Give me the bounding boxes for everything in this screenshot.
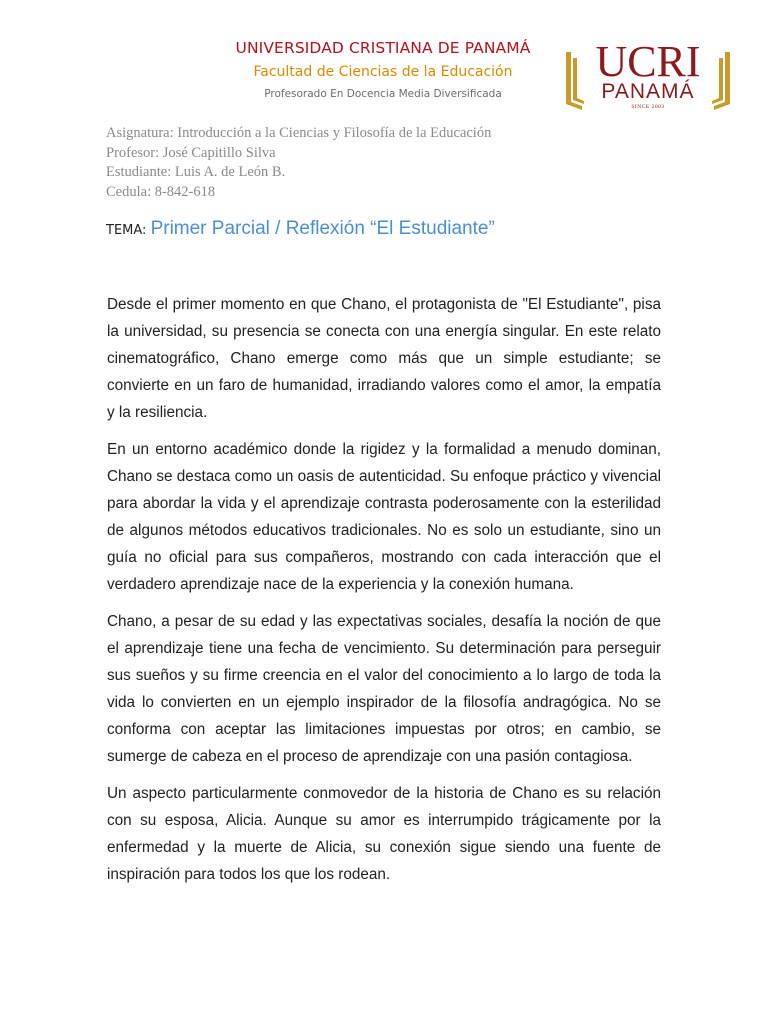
faculty-name: Facultad de Ciencias de la Educación [253, 64, 513, 80]
body-paragraph: En un entorno académico donde la rigidez y la formalidad a menudo dominan, Chano se destaca como un oasis de autenticidad. Su enfoque práctico y vivencial para abordar la vida y el aprendizaje contrasta poderosamente con la esterilidad de algunos métodos educativos tradicionales. No es solo un estudiante, sino un guía no oficial para sus compañeros, mostrando con cada interacción que el verdadero aprendizaje nace de la experiencia y la conexión humana. [107, 441, 661, 593]
meta-professor: Profesor: José Capitillo Silva [106, 144, 276, 161]
document-meta [106, 124, 491, 202]
body-paragraph: Chano, a pesar de su edad y las expectativas sociales, desafía la noción de que el aprendizaje tiene una fecha de vencimiento. Su determinación para perseguir sus sueños y su firme creencia en el valor del conocimiento a lo largo de toda la vida lo convierten en un ejemplo inspirador de la filosofía andragógica. No se conforma con aceptar las limitaciones impuestas por otros; en cambio, se sumerge de cabeza en el proceso de aprendizaje con una pasión contagiosa. [107, 613, 661, 765]
logo-since-text: SINCE 2003 [631, 104, 665, 110]
university-name: UNIVERSIDAD CRISTIANA DE PANAMÁ [235, 39, 531, 57]
tema-line [106, 218, 495, 240]
program-name: Profesorado En Docencia Media Diversificada [264, 88, 502, 100]
meta-student: Estudiante: Luis A. de León B. [106, 164, 286, 180]
logo-left-ornament [566, 52, 584, 110]
ucri-logo [562, 32, 734, 118]
logo-sub-text: PANAMÁ [601, 80, 695, 103]
document-header [200, 38, 566, 102]
document-body [107, 291, 661, 898]
body-paragraph: Desde el primer momento en que Chano, el protagonista de "El Estudiante", pisa la universidad, su presencia se conecta con una energía singular. En este relato cinematográfico, Chano emerge como más que un simple estudiante; se convierte en un faro de humanidad, irradiando valores como el amor, la empatía y la resiliencia. [107, 296, 661, 421]
meta-subject: Asignatura: Introducción a la Ciencias y Filosofía de la Educación [106, 125, 492, 141]
logo-main-text: UCRI [595, 37, 701, 86]
body-paragraph: Un aspecto particularmente conmovedor de la historia de Chano es su relación con su esposa, Alicia. Aunque su amor es interrumpido trágicamente por la enfermedad y la muerte de Alicia, su conexión sigue siendo una fuente de inspiración para todos los que los rodean. [107, 785, 661, 883]
tema-title: Primer Parcial / Reflexión “El Estudiante” [150, 218, 495, 239]
tema-label: TEMA: [106, 223, 151, 238]
logo-right-ornament [712, 52, 730, 110]
meta-id: Cedula: 8-842-618 [106, 183, 216, 200]
